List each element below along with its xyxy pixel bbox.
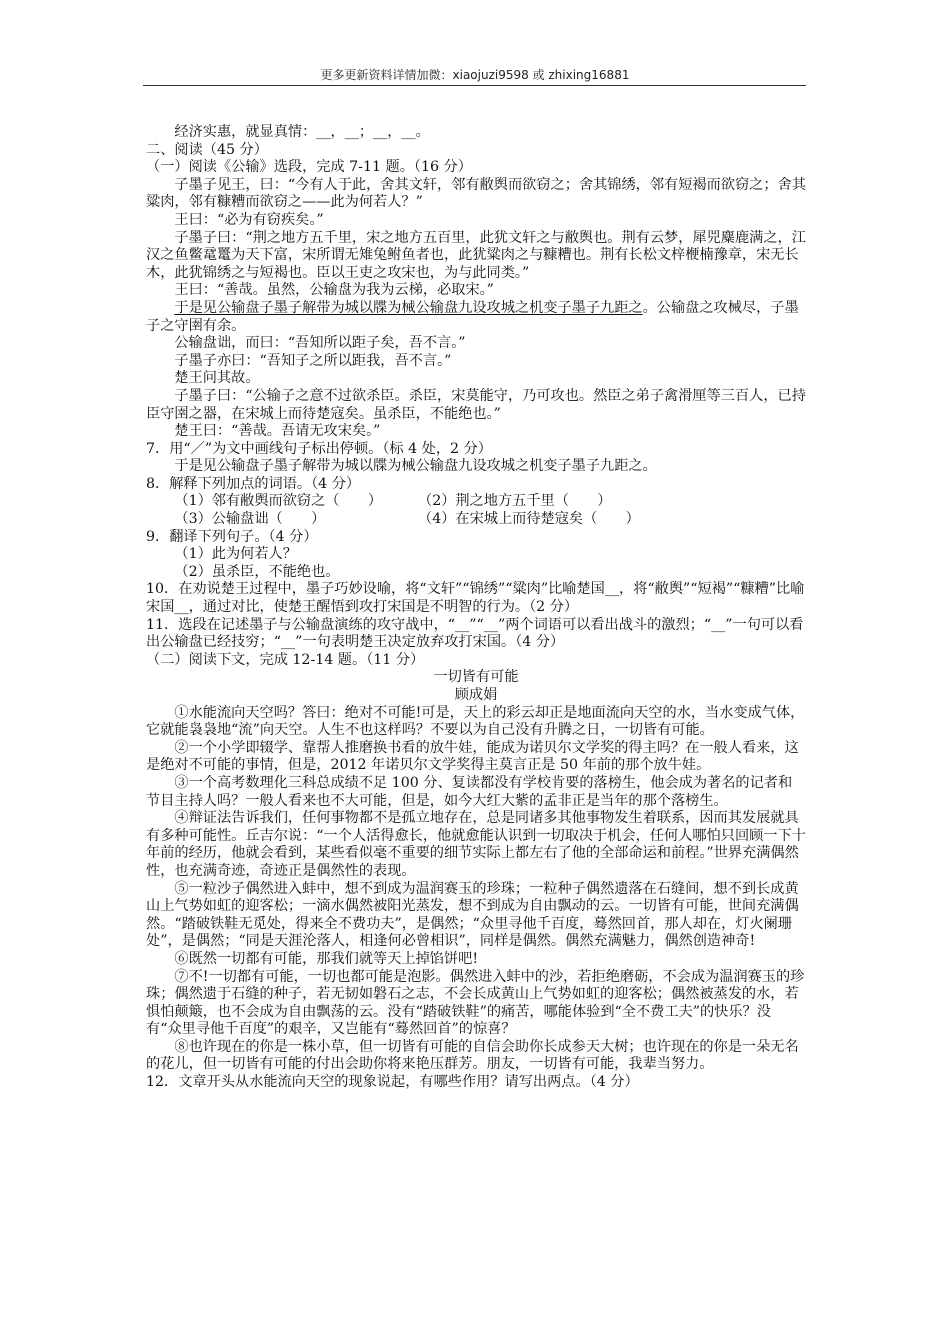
question-9: 9．翻译下列句子。（4 分）	[146, 528, 318, 545]
article-paragraph: ⑥既然一切都有可能，那我们就等天上掉馅饼吧!	[174, 950, 479, 967]
underlined-sentence: 于是见公输盘子墨子解带为城以牒为械公输盘九设攻城之机变子墨子九距之	[174, 299, 643, 316]
question-8-item: （2）荆之地方五千里（ ）	[418, 493, 612, 510]
article-paragraph: ②一个小学即辍学、靠帮人推磨换书看的放牛娃，能成为诺贝尔文学奖的得主吗？在一般人看来，这是绝对不可能的事情，但是，2012 年诺贝尔文学奖得主莫言正是 50 年前的那个放牛娃。	[146, 739, 799, 774]
article-paragraph: ⑦不!一切都有可能，一切也都可能是泡影。偶然进入蚌中的沙，若拒绝磨砺，不会成为温润赛玉的珍珠；偶然遗于石缝的种子，若无韧如磐石之志，不会长成黄山上气势如虹的迎客松；偶然被蒸发的水，若惧怕颠簸，也不会成为自由飘荡的云。没有“踏破铁鞋”的痛苦，哪能体验到“全不费工夫”的快乐？没有“众里寻他千百度”的艰辛，又岂能有“蓦然回首”的惊喜？	[146, 968, 805, 1038]
document-body	[146, 124, 806, 1092]
article-paragraph: ④辩证法告诉我们，任何事物都不是孤立地存在，总是同诸多其他事物发生着联系，因而其发展就具有多种可能性。丘吉尔说：“一个人活得愈长，他就愈能认识到一切取决于机会，任何人哪怕只回顾一下十年前的经历，他就会看到，某些看似毫不重要的细节实际上都左右了他的全部命运和前程。”世界充满偶然性，也充满奇迹，奇迹正是偶然性的表现。	[146, 810, 806, 879]
question-8-row	[146, 493, 806, 511]
question-11: 11．选段在记述墨子与公输盘演练的攻守战中，“__”“__”两个词语可以看出战斗的激烈；“__”一句可以看出公输盘已经技穷；“__”一句表明楚王决定放弃攻打宋国。（4 分）	[146, 616, 804, 651]
article-title: 一切皆有可能	[433, 669, 519, 686]
question-9-item: （1）此为何若人？	[174, 546, 297, 563]
question-8-item: （3）公输盘诎（ ）	[174, 511, 326, 528]
article-paragraph: ⑤一粒沙子偶然进入蚌中，想不到成为温润赛玉的珍珠；一粒种子偶然遗落在石缝间，想不到长成黄山上气势如虹的迎客松；一滴水偶然被阳光蒸发，想不到成为自由飘动的云。一切皆有可能，世间充满偶然。“踏破铁鞋无觅处，得来全不费功夫”，是偶然；“众里寻他千百度，蓦然回首，那人却在，灯火阑珊处”，是偶然；“同是天涯沦落人，相逢何必曾相识”，同样是偶然。偶然充满魅力，偶然创造神奇!	[146, 880, 799, 950]
question-8-row	[146, 511, 806, 529]
article-paragraph: ③一个高考数理化三科总成绩不足 100 分、复读都没有学校肯要的落榜生，他会成为著名的记者和节目主持人吗？一般人看来也不大可能，但是，如今大红大紫的孟非正是当年的那个落榜生。	[146, 774, 793, 809]
passage-paragraph: 王曰：“善哉。虽然，公输盘为我为云梯，必取宋。”	[174, 282, 494, 299]
question-7-sentence: 于是见公输盘子墨子解带为城以牒为械公输盘九设攻城之机变子墨子九距之。	[174, 458, 657, 475]
passage-paragraph: 楚王曰：“善哉。吾请无攻宋矣。”	[174, 423, 381, 440]
passage-text: 。公输盘之攻械尽，子墨子之守圉有余。	[146, 299, 799, 334]
question-7: 7．用“／”为文中画线句子标出停顿。（标 4 处，2 分）	[146, 440, 492, 457]
passage-paragraph: 子墨子曰：“公输子之意不过欲杀臣。杀臣，宋莫能守，乃可攻也。然臣之弟子禽滑厘等三百人，已持臣守圉之器，在宋城上而待楚寇矣。虽杀臣，不能绝也。”	[146, 387, 806, 422]
passage-paragraph: 子墨子亦曰：“吾知子之所以距我，吾不言。”	[174, 352, 452, 369]
passage-paragraph: 王曰：“必为有窃疾矣。”	[174, 211, 324, 228]
question-10: 10．在劝说楚王过程中，墨子巧妙设喻，将“文轩”“锦绣”“粱肉”比喻楚国__，将“敝舆”“短褐”“糠糟”比喻宋国__，通过对比，使楚王醒悟到攻打宋国是不明智的行为。（2 分）	[146, 581, 805, 616]
subsection-heading: （一）阅读《公输》选段，完成 7-11 题。（16 分）	[146, 159, 472, 176]
passage-paragraph	[146, 300, 806, 335]
section-heading: 二、阅读（45 分）	[146, 141, 268, 158]
question-8: 8．解释下列加点的词语。（4 分）	[146, 475, 361, 492]
question-8-item: （1）邻有敝舆而欲窃之（ ）	[174, 493, 383, 510]
passage-paragraph: 子墨子曰：“荆之地方五千里，宋之地方五百里，此犹文轩之与敝舆也。荆有云梦，犀兕麋鹿满之，江汉之鱼鳖鼋鼍为天下富，宋所谓无雉兔鲋鱼者也，此犹粱肉之与糠糟也。荆有长松文梓楩楠豫章，宋无长木，此犹锦绣之与短褐也。臣以王吏之攻宋也，为与此同类。”	[146, 229, 806, 281]
passage-paragraph: 子墨子见王，曰：“今有人于此，舍其文轩，邻有敝舆而欲窃之；舍其锦绣，邻有短褐而欲窃之；舍其粱肉，邻有糠糟而欲窃之——此为何若人？”	[146, 176, 806, 211]
passage-paragraph: 楚王问其故。	[174, 370, 260, 387]
question-9-item: （2）虽杀臣，不能绝也。	[174, 563, 340, 580]
question-12: 12．文章开头从水能流向天空的现象说起，有哪些作用？请写出两点。（4 分）	[146, 1074, 639, 1091]
answer-line: 经济实惠，就显真情：__，__；__，__。	[174, 124, 430, 140]
header-divider	[143, 85, 806, 86]
page-header: 更多更新资料详情加微：xiaojuzi9598 或 zhixing16881	[320, 68, 630, 82]
passage-paragraph: 公输盘诎，而曰：“吾知所以距子矣，吾不言。”	[174, 335, 466, 352]
subsection-heading: （二）阅读下文，完成 12-14 题。（11 分）	[146, 651, 425, 668]
article-paragraph: ①水能流向天空吗？答曰：绝对不可能!可是，天上的彩云却正是地面流向天空的水，当水变成气体，它就能袅袅地“流”向天空。人生不也这样吗？不要以为自己没有升腾之日，一切皆有可能。	[146, 704, 805, 739]
question-8-item: （4）在宋城上而待楚寇矣（ ）	[418, 511, 640, 528]
article-author: 顾成娟	[454, 687, 498, 703]
article-paragraph: ⑧也许现在的你是一株小草，但一切皆有可能的自信会助你长成参天大树；也许现在的你是一朵无名的花儿，但一切皆有可能的付出会助你将来艳压群芳。朋友，一切皆有可能，我辈当努力。	[146, 1038, 799, 1073]
